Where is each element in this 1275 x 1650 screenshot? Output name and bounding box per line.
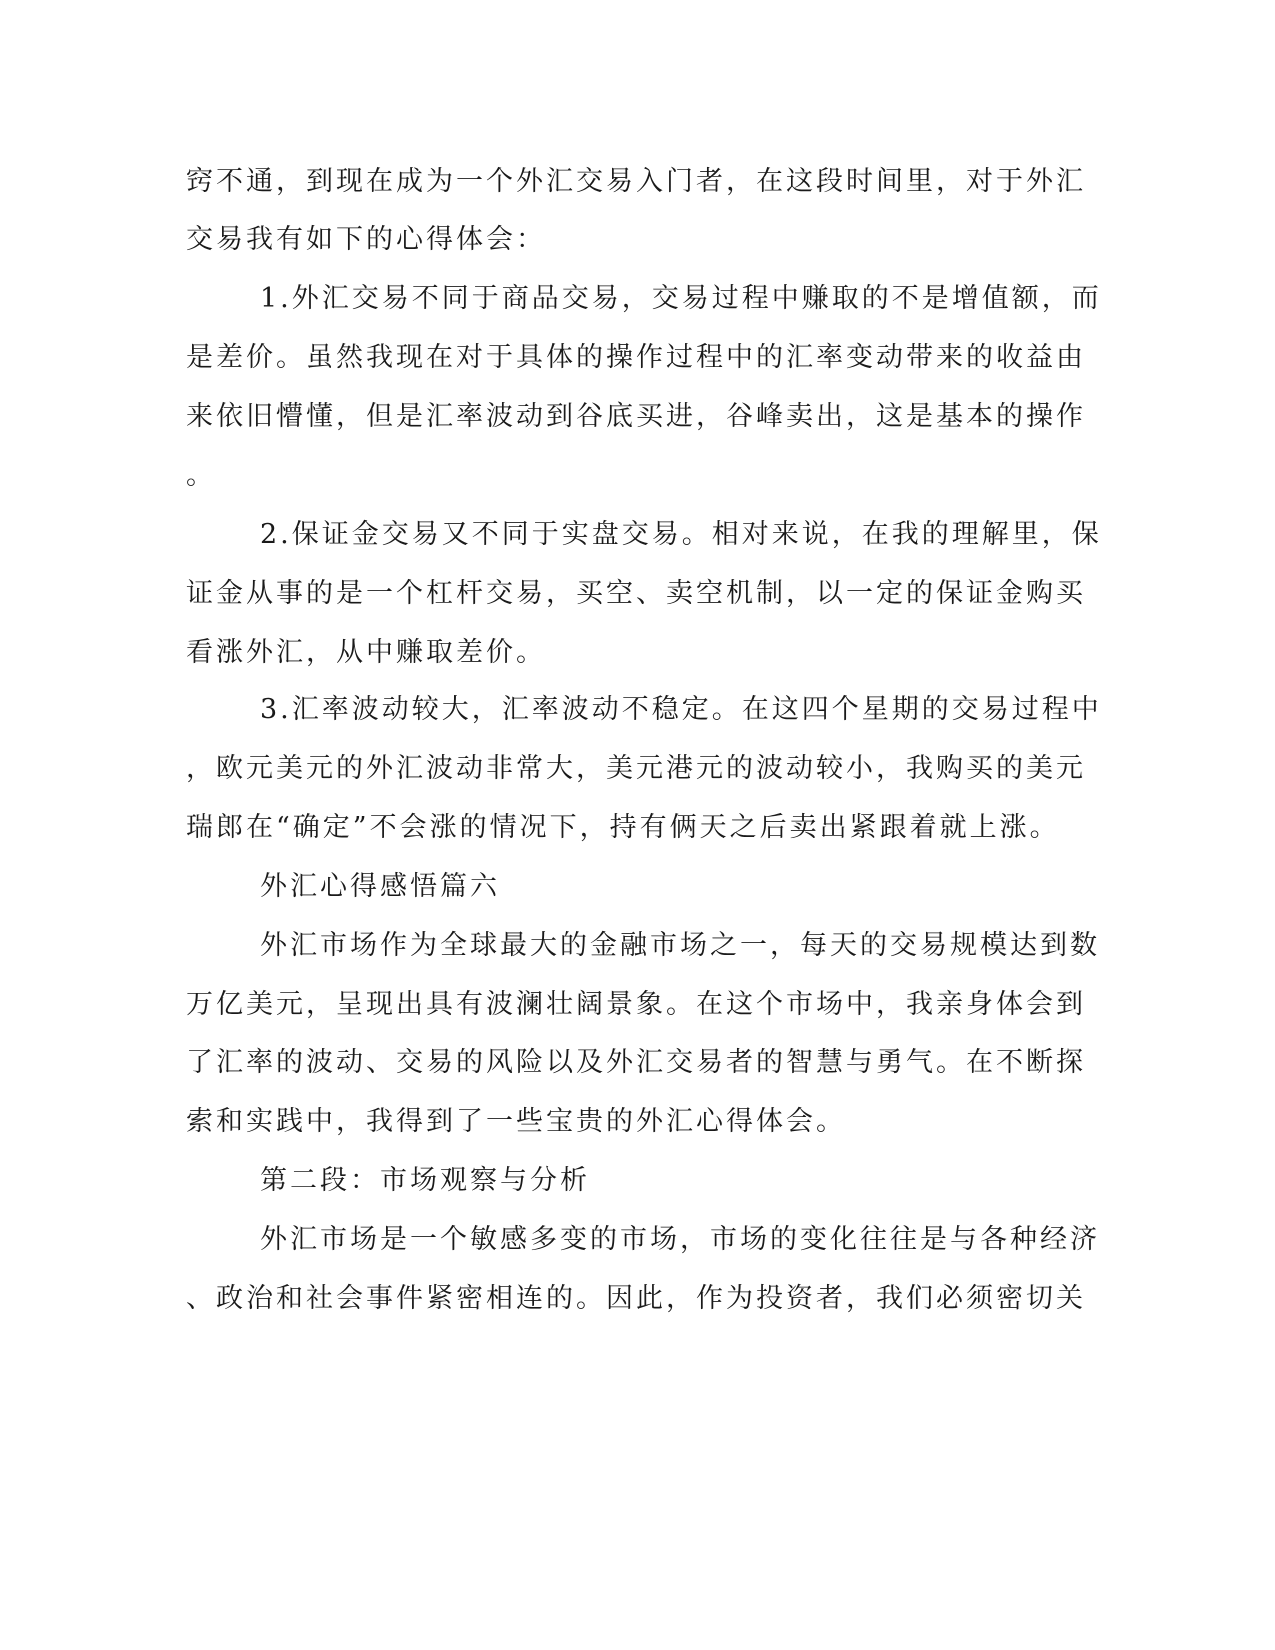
text-line: 瑞郎在“确定”不会涨的情况下，持有俩天之后卖出紧跟着就上涨。	[186, 812, 1060, 843]
text-line: ，欧元美元的外汇波动非常大，美元港元的波动较小，我购买的美元	[186, 753, 1086, 784]
text-line: 了汇率的波动、交易的风险以及外汇交易者的智慧与勇气。在不断探	[186, 1047, 1086, 1078]
text-line: 来依旧懵懂，但是汇率波动到谷底买进，谷峰卖出，这是基本的操作	[186, 401, 1086, 432]
section-heading: 第二段：市场观察与分析	[260, 1165, 590, 1196]
text-line: 。	[186, 460, 216, 491]
text-line: 是差价。虽然我现在对于具体的操作过程中的汇率变动带来的收益由	[186, 342, 1086, 373]
paragraph-start-line: 外汇市场是一个敏感多变的市场，市场的变化往往是与各种经济	[260, 1224, 1100, 1255]
section-heading: 外汇心得感悟篇六	[260, 871, 500, 902]
text-line: 索和实践中，我得到了一些宝贵的外汇心得体会。	[186, 1106, 846, 1137]
text-line: 窍不通，到现在成为一个外汇交易入门者，在这段时间里，对于外汇	[186, 166, 1086, 197]
paragraph-start-line: 1.外汇交易不同于商品交易，交易过程中赚取的不是增值额，而	[260, 283, 1102, 314]
paragraph-start-line: 3.汇率波动较大，汇率波动不稳定。在这四个星期的交易过程中	[260, 694, 1102, 725]
text-line: 、政治和社会事件紧密相连的。因此，作为投资者，我们必须密切关	[186, 1283, 1086, 1314]
text-line: 交易我有如下的心得体会：	[186, 224, 546, 255]
text-line: 万亿美元，呈现出具有波澜壮阔景象。在这个市场中，我亲身体会到	[186, 989, 1086, 1020]
text-line: 证金从事的是一个杠杆交易，买空、卖空机制，以一定的保证金购买	[186, 578, 1086, 609]
text-line: 看涨外汇，从中赚取差价。	[186, 637, 546, 668]
paragraph-start-line: 2.保证金交易又不同于实盘交易。相对来说，在我的理解里，保	[260, 519, 1102, 550]
paragraph-start-line: 外汇市场作为全球最大的金融市场之一，每天的交易规模达到数	[260, 930, 1100, 961]
